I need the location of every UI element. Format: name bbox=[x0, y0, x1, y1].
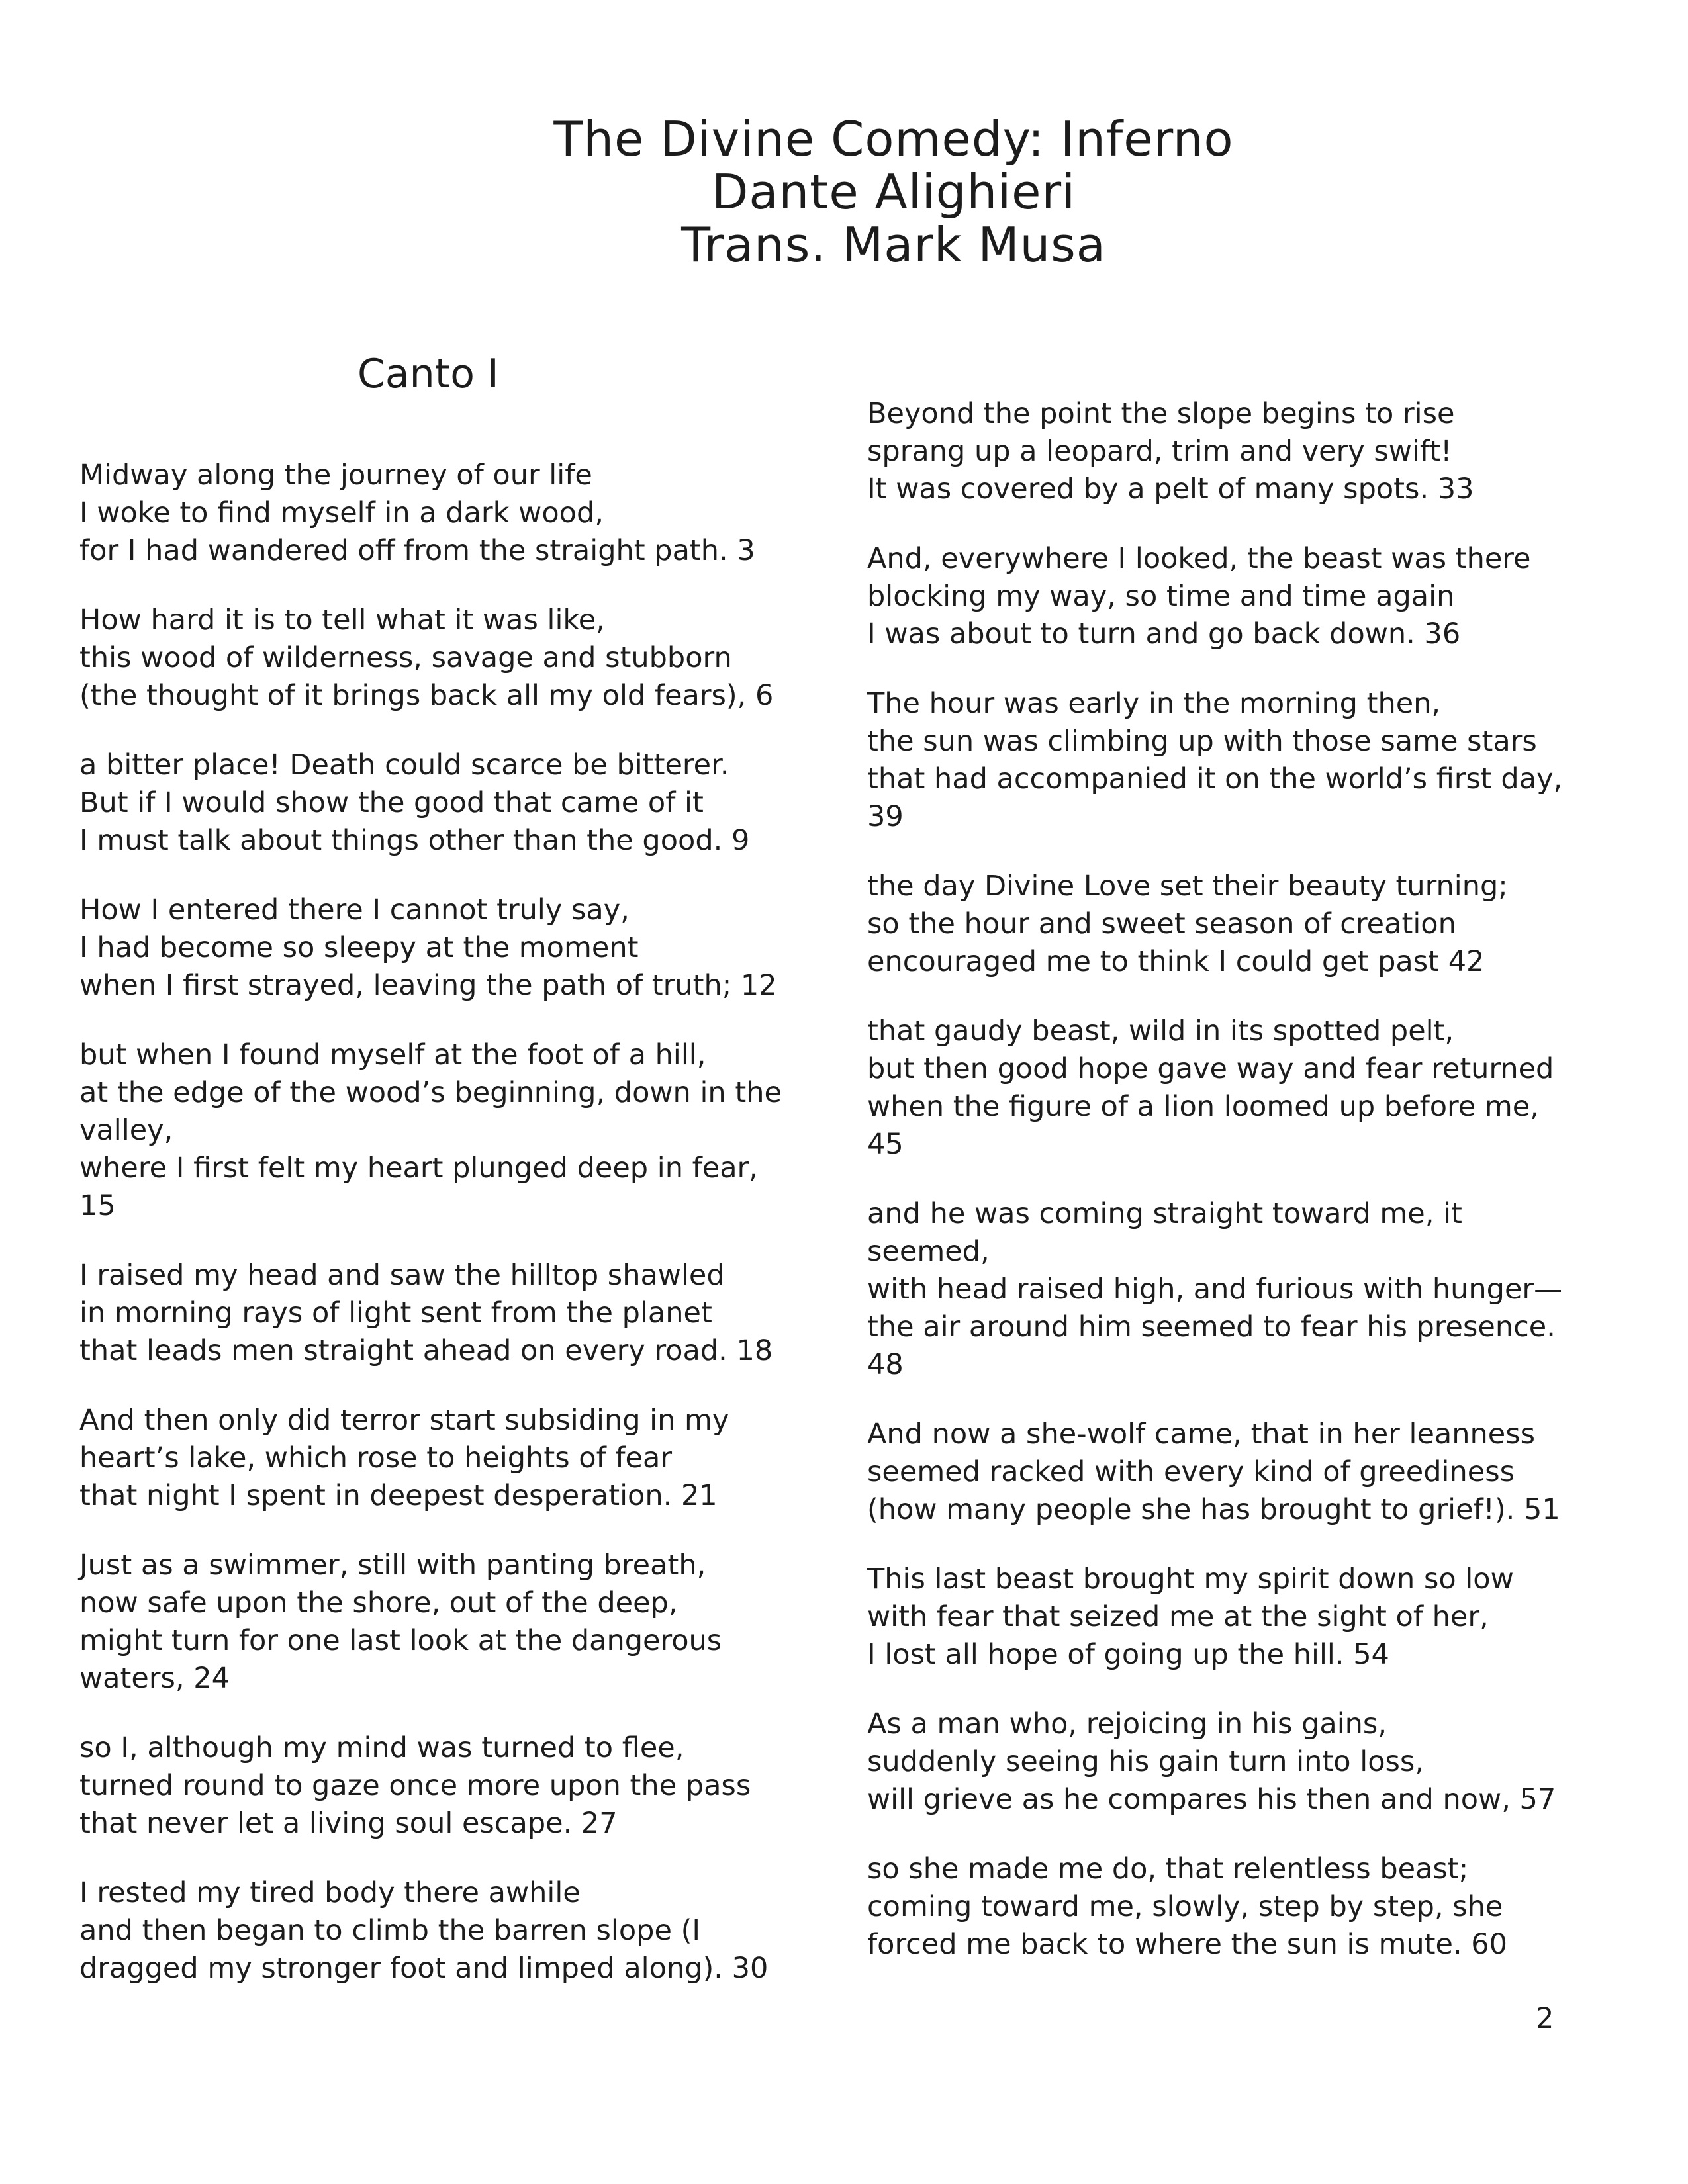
stanza bbox=[79, 1036, 808, 1225]
verse-line: that had accompanied it on the world’s first day, bbox=[867, 762, 1563, 796]
stanza bbox=[867, 868, 1595, 981]
verse-line: and then began to climb the barren slope (I bbox=[79, 1914, 701, 1947]
verse-line: I was about to turn and go back down. 36 bbox=[867, 617, 1461, 651]
verse-line: How I entered there I cannot truly say, bbox=[79, 893, 630, 927]
verse-line: Midway along the journey of our life bbox=[79, 459, 592, 492]
verse-line: might turn for one last look at the dangerous bbox=[79, 1624, 722, 1657]
stanza bbox=[79, 1547, 808, 1698]
verse-line: (the thought of it brings back all my old fears), 6 bbox=[79, 679, 774, 712]
verse-line: the sun was climbing up with those same stars bbox=[867, 725, 1537, 758]
verse-line: Just as a swimmer, still with panting breath, bbox=[79, 1549, 706, 1582]
verse-line: so the hour and sweet season of creation bbox=[867, 907, 1456, 940]
verse-line: will grieve as he compares his then and now, 57 bbox=[867, 1783, 1556, 1816]
verse-line: that never let a living soul escape. 27 bbox=[79, 1807, 618, 1840]
right-column bbox=[867, 395, 1595, 1995]
canto-title: Canto I bbox=[357, 351, 499, 397]
verse-line: 15 bbox=[79, 1189, 116, 1222]
verse-line: And now a she-wolf came, that in her leanness bbox=[867, 1418, 1536, 1451]
stanza bbox=[79, 1874, 808, 1987]
verse-line: 45 bbox=[867, 1128, 904, 1161]
verse-line: coming toward me, slowly, step by step, she bbox=[867, 1890, 1503, 1923]
verse-line: This last beast brought my spirit down so low bbox=[867, 1563, 1514, 1596]
stanza bbox=[867, 1195, 1595, 1384]
verse-line: that leads men straight ahead on every road. 18 bbox=[79, 1334, 773, 1367]
verse-line: forced me back to where the sun is mute. 60 bbox=[867, 1928, 1508, 1961]
verse-line: blocking my way, so time and time again bbox=[867, 580, 1455, 613]
stanza bbox=[79, 602, 808, 715]
verse-line: with fear that seized me at the sight of her, bbox=[867, 1600, 1489, 1633]
verse-line: The hour was early in the morning then, bbox=[867, 687, 1441, 720]
stanza bbox=[867, 1850, 1595, 1964]
verse-line: with head raised high, and furious with hunger— bbox=[867, 1273, 1563, 1306]
verse-line: the air around him seemed to fear his presence. bbox=[867, 1310, 1556, 1343]
verse-line: where I first felt my heart plunged deep in fear, bbox=[79, 1152, 758, 1185]
verse-line: I lost all hope of going up the hill. 54 bbox=[867, 1638, 1389, 1671]
verse-line: but then good hope gave way and fear returned bbox=[867, 1052, 1554, 1085]
verse-line: And then only did terror start subsiding in my bbox=[79, 1404, 729, 1437]
verse-line: 48 bbox=[867, 1348, 904, 1381]
stanza bbox=[79, 457, 808, 570]
verse-line: I rested my tired body there awhile bbox=[79, 1876, 581, 1909]
author-name: Dante Alighieri bbox=[711, 164, 1076, 220]
verse-line: As a man who, rejoicing in his gains, bbox=[867, 1707, 1387, 1741]
stanza bbox=[79, 747, 808, 860]
book-title: The Divine Comedy: Inferno bbox=[553, 111, 1234, 167]
stanza bbox=[867, 540, 1595, 653]
verse-line: this wood of wilderness, savage and stubborn bbox=[79, 641, 732, 674]
verse-line: suddenly seeing his gain turn into loss, bbox=[867, 1745, 1424, 1778]
verse-line: at the edge of the wood’s beginning, down in the bbox=[79, 1076, 782, 1109]
verse-line: that night I spent in deepest desperation. 21 bbox=[79, 1479, 718, 1512]
document-header bbox=[0, 113, 1688, 271]
verse-line: It was covered by a pelt of many spots. 33 bbox=[867, 473, 1474, 506]
stanza bbox=[79, 1729, 808, 1843]
verse-line: seemed racked with every kind of greediness bbox=[867, 1455, 1515, 1488]
stanza bbox=[867, 1706, 1595, 1819]
verse-line: for I had wandered off from the straight path. 3 bbox=[79, 534, 755, 567]
verse-line: I woke to find myself in a dark wood, bbox=[79, 496, 604, 529]
verse-line: in morning rays of light sent from the planet bbox=[79, 1297, 712, 1330]
verse-line: I must talk about things other than the good. 9 bbox=[79, 824, 750, 857]
verse-line: heart’s lake, which rose to heights of fear bbox=[79, 1441, 673, 1475]
verse-line: And, everywhere I looked, the beast was there bbox=[867, 542, 1531, 575]
verse-line: dragged my stronger foot and limped along). 30 bbox=[79, 1952, 769, 1985]
verse-line: that gaudy beast, wild in its spotted pelt, bbox=[867, 1015, 1454, 1048]
verse-line: but when I found myself at the foot of a hill, bbox=[79, 1038, 706, 1071]
page-number: 2 bbox=[1536, 2002, 1554, 2035]
verse-line: How hard it is to tell what it was like, bbox=[79, 604, 605, 637]
verse-line: seemed, bbox=[867, 1235, 990, 1268]
verse-line: the day Divine Love set their beauty turning; bbox=[867, 870, 1508, 903]
stanza bbox=[79, 1402, 808, 1515]
stanza bbox=[867, 395, 1595, 508]
verse-line: when the figure of a lion loomed up before me, bbox=[867, 1090, 1539, 1123]
translator-credit: Trans. Mark Musa bbox=[681, 217, 1106, 273]
verse-line: 39 bbox=[867, 800, 904, 833]
verse-line: and he was coming straight toward me, it bbox=[867, 1197, 1462, 1230]
verse-line: (how many people she has brought to grief!). 51 bbox=[867, 1493, 1560, 1526]
verse-line: encouraged me to think I could get past 42 bbox=[867, 945, 1485, 978]
stanza bbox=[79, 1257, 808, 1370]
left-column bbox=[79, 457, 808, 2019]
stanza bbox=[867, 1561, 1595, 1674]
verse-line: a bitter place! Death could scarce be bitterer. bbox=[79, 749, 729, 782]
verse-line: so she made me do, that relentless beast; bbox=[867, 1852, 1469, 1886]
stanza bbox=[79, 891, 808, 1005]
verse-line: I had become so sleepy at the moment bbox=[79, 931, 639, 964]
verse-line: valley, bbox=[79, 1114, 173, 1147]
stanza bbox=[867, 1416, 1595, 1529]
stanza bbox=[867, 1013, 1595, 1163]
verse-line: so I, although my mind was turned to flee, bbox=[79, 1731, 684, 1764]
verse-line: turned round to gaze once more upon the pass bbox=[79, 1769, 751, 1802]
stanza bbox=[867, 685, 1595, 836]
verse-line: when I first strayed, leaving the path of truth; 12 bbox=[79, 969, 777, 1002]
verse-line: I raised my head and saw the hilltop shawled bbox=[79, 1259, 725, 1292]
verse-line: But if I would show the good that came of it bbox=[79, 786, 704, 819]
verse-line: now safe upon the shore, out of the deep, bbox=[79, 1586, 678, 1619]
verse-line: Beyond the point the slope begins to rise bbox=[867, 397, 1455, 430]
verse-line: sprang up a leopard, trim and very swift! bbox=[867, 435, 1452, 468]
verse-line: waters, 24 bbox=[79, 1662, 230, 1695]
